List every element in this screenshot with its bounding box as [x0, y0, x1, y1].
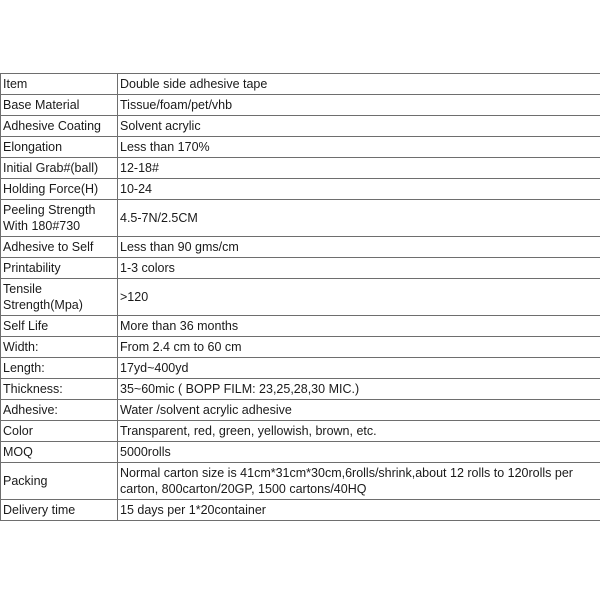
spec-value: 1-3 colors — [118, 258, 600, 279]
spec-label: Adhesive: — [1, 400, 118, 421]
spec-value: 4.5-7N/2.5CM — [118, 200, 600, 237]
spec-label: Width: — [1, 337, 118, 358]
spec-value: 15 days per 1*20container — [118, 500, 600, 521]
spec-value: 10-24 — [118, 179, 600, 200]
spec-label: Printability — [1, 258, 118, 279]
spec-label: Holding Force(H) — [1, 179, 118, 200]
spec-value: More than 36 months — [118, 316, 600, 337]
spec-value: Water /solvent acrylic adhesive — [118, 400, 600, 421]
spec-row-tensile-strength — [1, 279, 600, 316]
spec-label: Delivery time — [1, 500, 118, 521]
spec-label: Thickness: — [1, 379, 118, 400]
spec-value: Double side adhesive tape — [118, 74, 600, 95]
spec-value: 35~60mic ( BOPP FILM: 23,25,28,30 MIC.) — [118, 379, 600, 400]
spec-row-width — [1, 337, 600, 358]
product-spec-table — [0, 73, 600, 521]
spec-value: Normal carton size is 41cm*31cm*30cm,6rolls/shrink,about 12 rolls to 120rolls per carton, 800carton/20GP, 1500 cartons/40HQ — [118, 463, 600, 500]
spec-value: Transparent, red, green, yellowish, brown, etc. — [118, 421, 600, 442]
spec-value: 12-18# — [118, 158, 600, 179]
spec-value: Less than 90 gms/cm — [118, 237, 600, 258]
spec-row-length — [1, 358, 600, 379]
spec-label: Packing — [1, 463, 118, 500]
spec-label: Adhesive to Self — [1, 237, 118, 258]
spec-label: Peeling Strength With 180#730 — [1, 200, 118, 237]
spec-label: Self Life — [1, 316, 118, 337]
spec-value: From 2.4 cm to 60 cm — [118, 337, 600, 358]
spec-row-item — [1, 74, 600, 95]
spec-value: Solvent acrylic — [118, 116, 600, 137]
spec-row-elongation — [1, 137, 600, 158]
spec-row-base-material — [1, 95, 600, 116]
spec-value: 17yd~400yd — [118, 358, 600, 379]
spec-value: 5000rolls — [118, 442, 600, 463]
spec-value: Less than 170% — [118, 137, 600, 158]
spec-row-thickness — [1, 379, 600, 400]
spec-label: Base Material — [1, 95, 118, 116]
spec-label: Length: — [1, 358, 118, 379]
spec-row-adhesive-coating — [1, 116, 600, 137]
spec-row-color — [1, 421, 600, 442]
spec-label: Elongation — [1, 137, 118, 158]
spec-value: Tissue/foam/pet/vhb — [118, 95, 600, 116]
spec-label: Color — [1, 421, 118, 442]
spec-row-packing — [1, 463, 600, 500]
spec-label: MOQ — [1, 442, 118, 463]
spec-row-holding-force — [1, 179, 600, 200]
spec-label: Tensile Strength(Mpa) — [1, 279, 118, 316]
spec-row-initial-grab — [1, 158, 600, 179]
spec-row-peeling-strength — [1, 200, 600, 237]
spec-row-self-life — [1, 316, 600, 337]
spec-label: Item — [1, 74, 118, 95]
spec-row-adhesive-to-self — [1, 237, 600, 258]
spec-row-delivery-time — [1, 500, 600, 521]
spec-value: >120 — [118, 279, 600, 316]
spec-row-adhesive — [1, 400, 600, 421]
spec-label: Adhesive Coating — [1, 116, 118, 137]
spec-row-printability — [1, 258, 600, 279]
spec-label: Initial Grab#(ball) — [1, 158, 118, 179]
spec-row-moq — [1, 442, 600, 463]
